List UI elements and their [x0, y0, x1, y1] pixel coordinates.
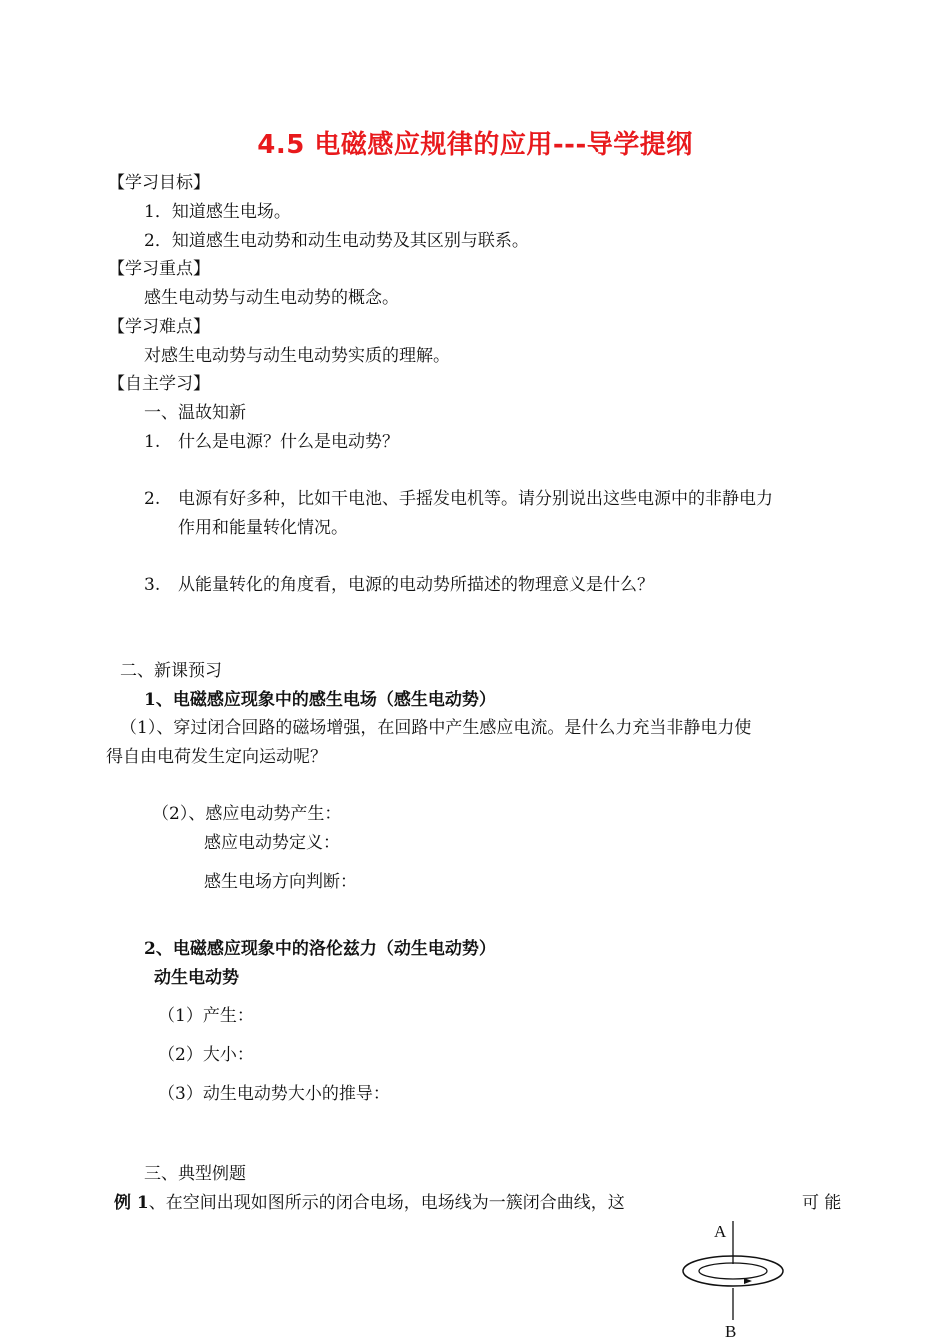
- review-question-1: [144, 431, 399, 453]
- key-points-heading: 【学习重点】: [108, 259, 210, 279]
- question-text: 什么是电源？什么是电动势？: [178, 432, 399, 452]
- question-text-continued: 作用和能量转化情况。: [178, 518, 348, 538]
- section-2-heading: 2、电磁感应现象中的洛伦兹力（动生电动势）: [144, 939, 496, 959]
- key-points-text: 感生电动势与动生电动势的概念。: [144, 288, 399, 308]
- section-1-question-1: （1）、穿过闭合回路的磁场增强，在回路中产生感应电流。是什么力充当非静电力使: [120, 718, 752, 738]
- question-number: 1.: [144, 432, 161, 452]
- self-study-heading: 【自主学习】: [108, 374, 210, 394]
- difficulties-heading: 【学习难点】: [108, 317, 210, 337]
- question-number: 2.: [144, 489, 161, 509]
- examples-heading: 三、典型例题: [144, 1164, 246, 1184]
- point-a-label: A: [714, 1222, 727, 1241]
- page-title: 4.5 电磁感应规律的应用---导学提纲: [257, 130, 693, 160]
- objective-item: 2．知道感生电动势和动生电动势及其区别与联系。: [144, 231, 529, 251]
- closed-field-figure: [670, 1216, 800, 1342]
- review-question-2: [144, 488, 773, 510]
- question-number: 3.: [144, 575, 161, 595]
- example-1: [114, 1192, 625, 1214]
- example-text: 、在空间出现如图所示的闭合电场，电场线为一簇闭合曲线，这: [148, 1193, 625, 1213]
- section-1-heading: 1、电磁感应现象中的感生电场（感生电动势）: [144, 690, 496, 710]
- example-label: 例 1: [114, 1193, 149, 1213]
- example-1-tail: 可 能: [802, 1193, 842, 1213]
- point-b-label: B: [725, 1322, 737, 1341]
- motional-emf-item: （2）大小：: [158, 1045, 254, 1065]
- section-1-question-2: （2）、感应电动势产生：: [152, 804, 342, 824]
- emf-definition-prompt: 感应电动势定义：: [204, 833, 340, 853]
- difficulties-text: 对感生电动势与动生电动势实质的理解。: [144, 346, 450, 366]
- objective-item: 1．知道感生电场。: [144, 202, 291, 222]
- question-text: 电源有好多种，比如干电池、手摇发电机等。请分别说出这些电源中的非静电力: [178, 489, 773, 509]
- preview-heading: 二、新课预习: [120, 661, 222, 681]
- motional-emf-item: （1）产生：: [158, 1006, 254, 1026]
- field-direction-prompt: 感生电场方向判断：: [204, 872, 357, 892]
- review-heading: 一、温故知新: [144, 403, 246, 423]
- motional-emf-item: （3）动生电动势大小的推导：: [158, 1084, 390, 1104]
- inner-field-line: [699, 1263, 767, 1279]
- section-1-question-1-continued: 得自由电荷发生定向运动呢？: [106, 747, 327, 767]
- objectives-heading: 【学习目标】: [108, 173, 210, 193]
- question-text: 从能量转化的角度看，电源的电动势所描述的物理意义是什么？: [178, 575, 654, 595]
- review-question-3: [144, 574, 654, 596]
- section-2-subheading: 动生电动势: [154, 968, 239, 988]
- arrow-icon: [744, 1278, 752, 1284]
